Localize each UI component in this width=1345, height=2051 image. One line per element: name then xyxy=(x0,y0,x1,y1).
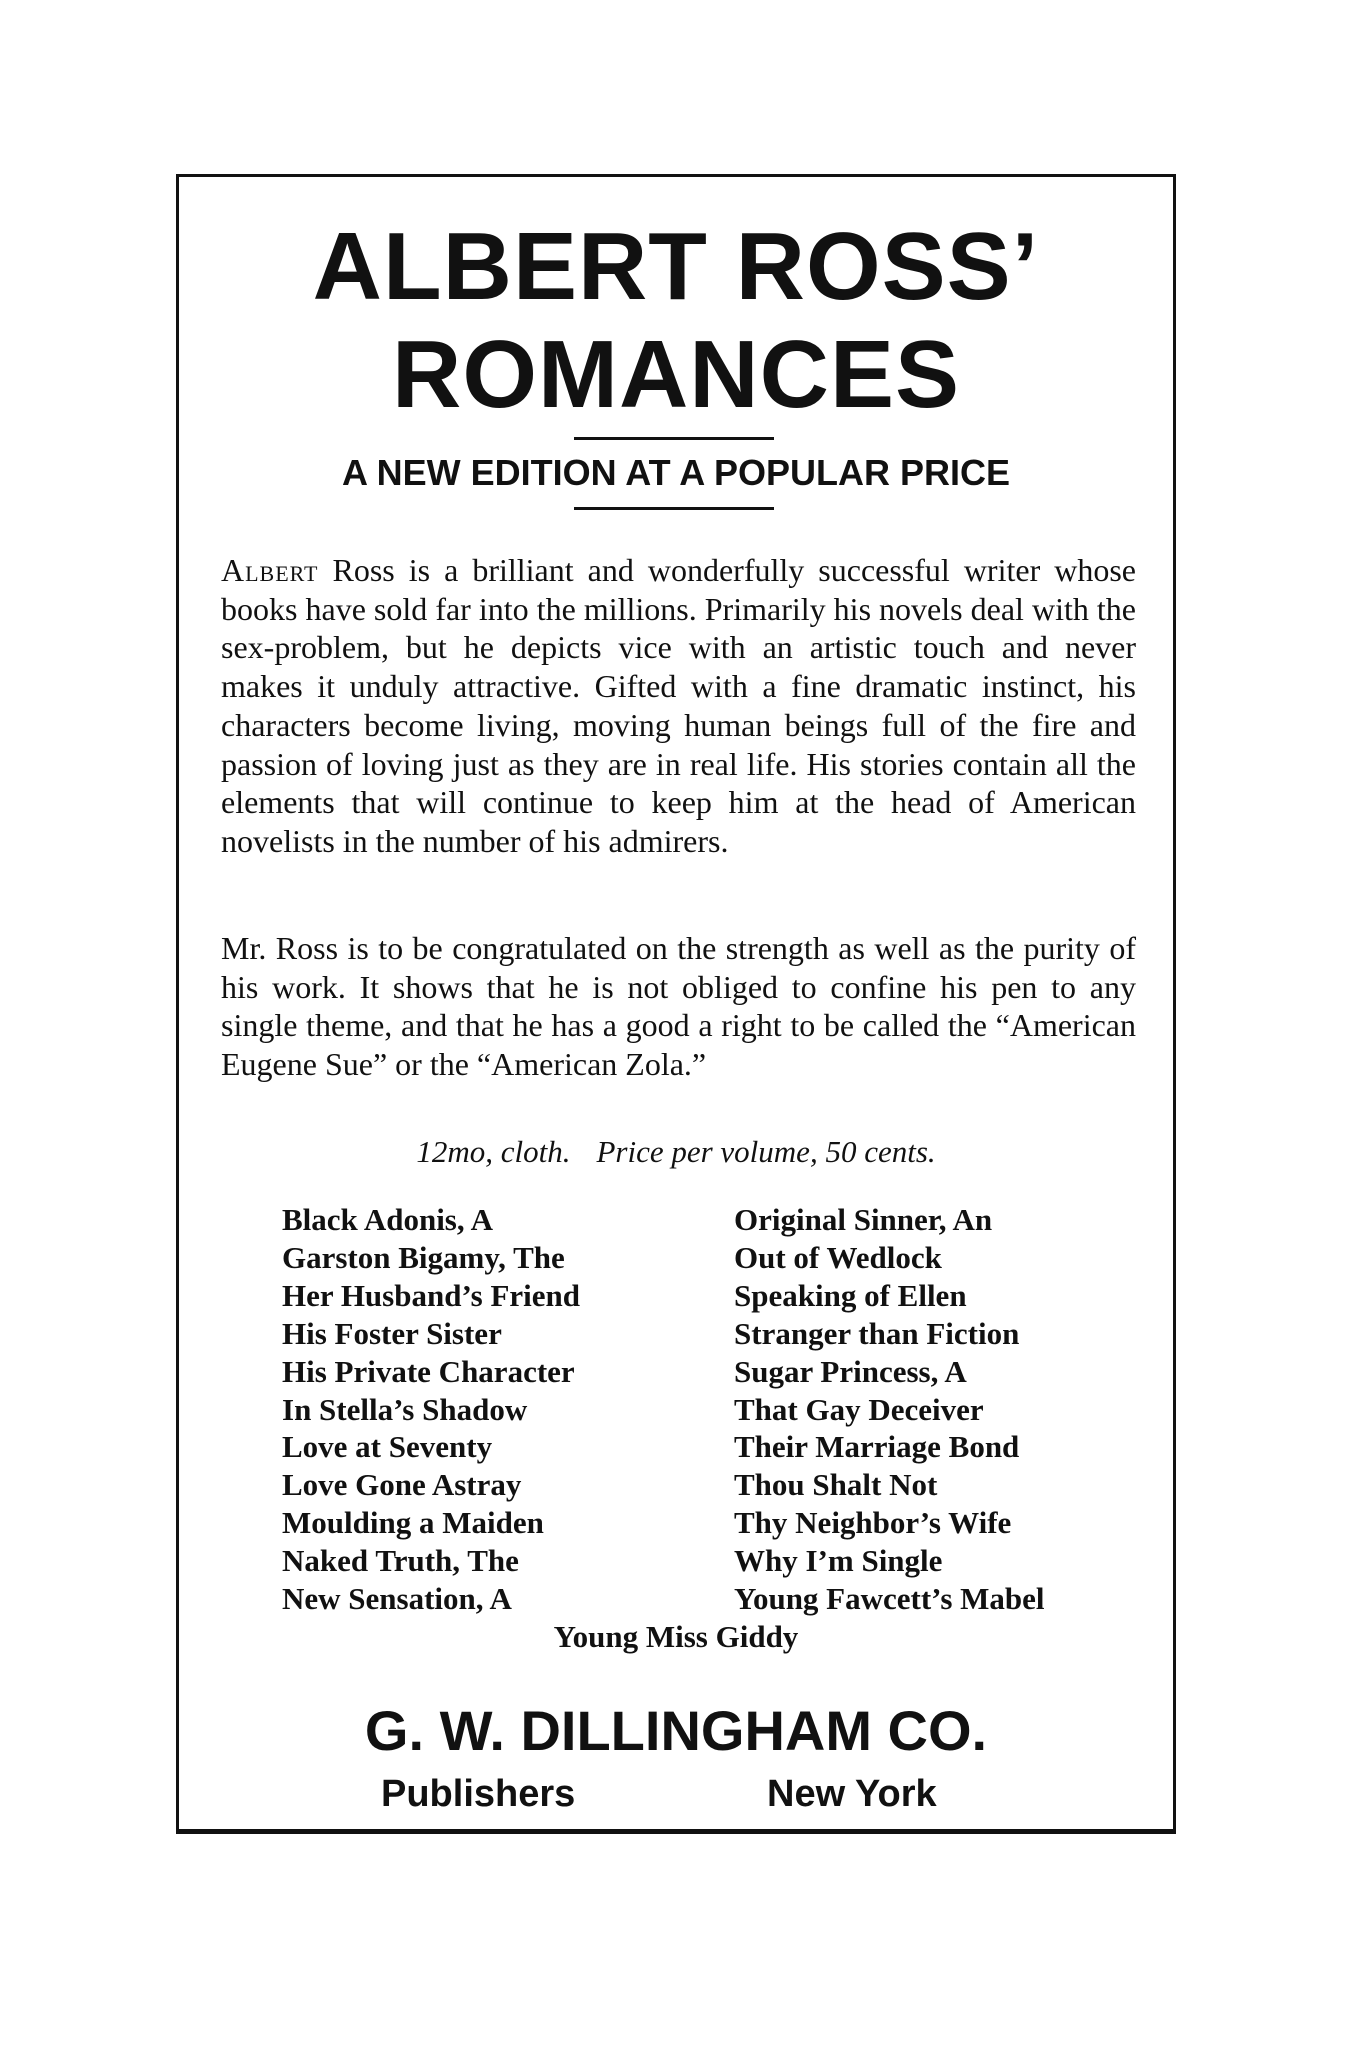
author-name-smallcaps: Albert xyxy=(221,552,319,588)
titles-list-right xyxy=(734,1201,1045,1618)
list-item: Garston Bigamy, The xyxy=(282,1239,565,1275)
title-last-centered: Young Miss Giddy xyxy=(553,1619,799,1654)
list-item: Thy Neighbor’s Wife xyxy=(734,1505,1012,1541)
price-label: Price per volume, 50 cents. xyxy=(596,1134,936,1169)
publisher-name: G. W. DILLINGHAM CO. xyxy=(364,1699,988,1762)
list-item: That Gay Deceiver xyxy=(734,1391,984,1427)
list-item: Speaking of Ellen xyxy=(734,1277,967,1313)
list-item: Sugar Princess, A xyxy=(734,1353,967,1389)
description-paragraph-1 xyxy=(221,551,1136,861)
list-item: Naked Truth, The xyxy=(282,1543,519,1579)
publisher-city: New York xyxy=(767,1773,937,1815)
list-item: Why I’m Single xyxy=(734,1543,943,1579)
list-item: Black Adonis, A xyxy=(282,1202,494,1237)
list-item: Love Gone Astray xyxy=(282,1467,522,1503)
list-item: Her Husband’s Friend xyxy=(282,1277,580,1313)
list-item: His Private Character xyxy=(282,1353,575,1389)
list-item: Moulding a Maiden xyxy=(282,1505,544,1541)
list-item: In Stella’s Shadow xyxy=(282,1391,528,1427)
list-item: Stranger than Fiction xyxy=(734,1315,1020,1351)
title-line-2: ROMANCES xyxy=(391,321,960,428)
list-item: Thou Shalt Not xyxy=(734,1467,938,1503)
advertisement-frame xyxy=(176,174,1176,1834)
title-line-1: ALBERT ROSS’ xyxy=(312,213,1040,320)
publisher-role: Publishers xyxy=(381,1773,576,1815)
list-item: Out of Wedlock xyxy=(734,1239,942,1275)
format-label: 12mo, cloth. xyxy=(416,1134,571,1169)
divider-bottom xyxy=(574,507,774,510)
subtitle: A NEW EDITION AT A POPULAR PRICE xyxy=(341,452,1010,493)
list-item: His Foster Sister xyxy=(282,1315,502,1351)
list-item: Young Fawcett’s Mabel xyxy=(734,1581,1045,1617)
list-item: New Sensation, A xyxy=(282,1581,512,1617)
list-item: Love at Seventy xyxy=(282,1429,493,1465)
description-paragraph-1-text: Ross is a brilliant and wonderfully successful writer whose books have sold far into the millions. Primarily his novels deal with the sex-problem, but he depicts vice with an artistic touch and never makes it unduly attractive. Gifted with a fine dramatic instinct, his characters become living, moving human beings full of the fire and passion of loving just as they are in real life. His stories contain all the elements that will continue to keep him at the head of American novelists in the number of his admirers. xyxy=(221,552,1136,859)
titles-list-left xyxy=(282,1201,580,1618)
description-paragraph-2: Mr. Ross is to be congratulated on the strength as well as the purity of his work. It shows that he is not obliged to confine his pen to any single theme, and that he has a good a right to be called the “American Eugene Sue” or the “American Zola.” xyxy=(221,930,1136,1083)
price-line xyxy=(179,1136,1173,1167)
divider-top xyxy=(574,437,774,440)
list-item: Their Marriage Bond xyxy=(734,1429,1020,1465)
list-item: Original Sinner, An xyxy=(734,1202,993,1237)
